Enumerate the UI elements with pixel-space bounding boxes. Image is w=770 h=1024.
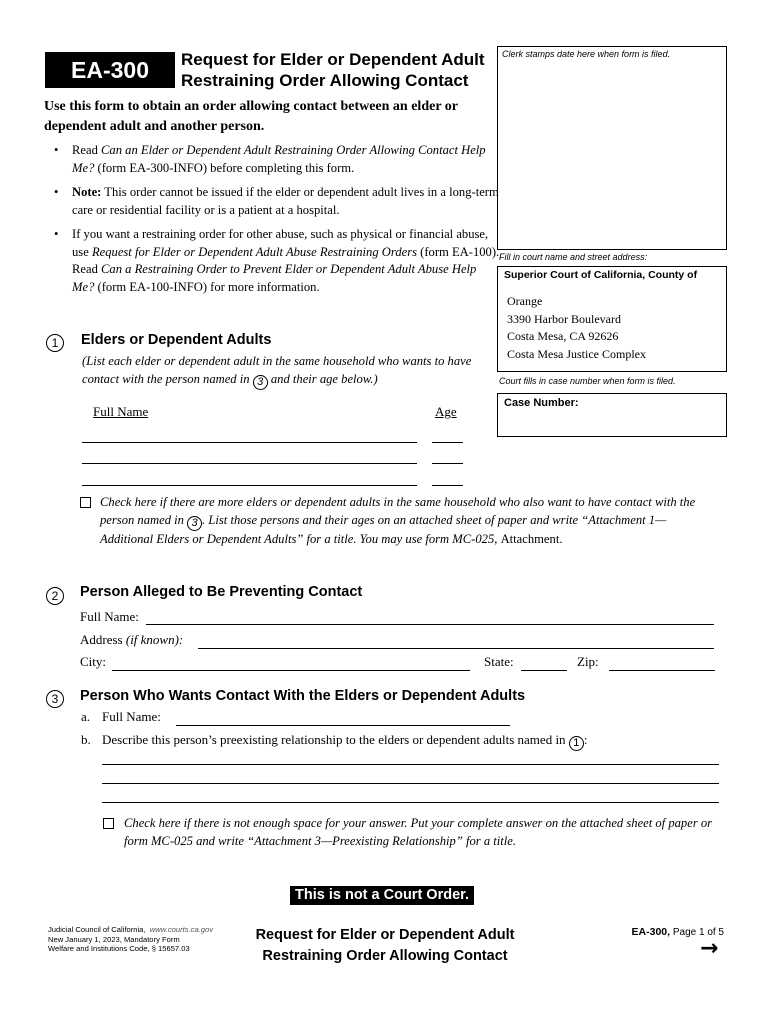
full-name-field[interactable]: [146, 624, 714, 625]
intro-text: Use this form to obtain an order allowing contact between an elder or dependent adult and another person.: [44, 99, 458, 134]
case-number-label: Case Number:: [504, 397, 579, 409]
contact-full-name-field[interactable]: [176, 725, 510, 726]
zip-label: Zip:: [577, 654, 599, 669]
bullet-icon: •: [54, 227, 59, 241]
section-1-title: Elders or Dependent Adults: [81, 332, 272, 348]
website-link[interactable]: www.courts.ca.gov: [149, 925, 214, 934]
relationship-label-text: :: [583, 732, 588, 747]
bullet-text: (form EA-100). Read: [72, 244, 500, 276]
bullet-text: This order cannot be issued if the elder or dependent adult lives in a long-term care or residential facility or is a patient at a hospital.: [72, 185, 499, 217]
item-b-letter: b.: [81, 732, 91, 747]
address-label-text: Address: [80, 632, 126, 647]
ref-number-1: 1: [569, 736, 584, 751]
footer-council-line: [48, 925, 213, 935]
revised-date: New January 1, 2023, Mandatory Form: [48, 934, 180, 944]
bullet-italic: Can an Elder or Dependent Adult Restraining Order Allowing Contact Help Me?: [72, 143, 486, 175]
bullet-italic: Request for Elder or Dependent Adult Abuse Restraining Orders: [91, 244, 418, 259]
bullet-text: (form EA-100-INFO) for more information.: [94, 279, 320, 294]
court-branch: Costa Mesa Justice Complex: [507, 346, 646, 361]
case-number-note: Court fills in case number when form is filed.: [499, 376, 676, 386]
bullet-italic: Can a Restraining Order to Prevent Elder or Dependent Adult Abuse Help Me?: [72, 262, 477, 294]
relationship-field[interactable]: [102, 764, 719, 765]
address-label: [80, 632, 183, 648]
item-a-letter: a.: [81, 709, 91, 724]
col-full-name-header: Full Name: [93, 404, 149, 419]
bullet-item: [52, 184, 500, 219]
court-address: [507, 293, 646, 363]
footer-title-line2: Restraining Order Allowing Contact: [262, 948, 508, 964]
bullet-item: [52, 142, 500, 177]
address-hint: (if known):: [125, 632, 184, 647]
form-title: [181, 49, 485, 91]
bullet-icon: •: [54, 185, 59, 199]
not-court-order-banner: This is not a Court Order.: [290, 886, 474, 905]
court-fill-note: Fill in court name and street address:: [499, 252, 648, 262]
footer-title: [232, 925, 538, 967]
relationship-label-text: Describe this person’s preexisting relationship to the elders or dependent adults named in: [102, 732, 566, 747]
section-3-number: 3: [46, 690, 64, 708]
section-2-title: Person Alleged to Be Preventing Contact: [80, 584, 363, 600]
clerk-stamp-note: Clerk stamps date here when form is filed.: [502, 49, 671, 59]
elder-name-field[interactable]: [82, 442, 417, 443]
ref-number-3: 3: [253, 375, 268, 390]
city-field[interactable]: [112, 670, 470, 671]
form-id-badge: EA-300: [45, 52, 175, 88]
relationship-field[interactable]: [102, 783, 719, 784]
city-label: City:: [80, 654, 107, 669]
court-county: Orange: [507, 294, 543, 308]
more-elders-text: [100, 494, 700, 548]
elder-age-field[interactable]: [432, 442, 463, 443]
court-street: 3390 Harbor Boulevard: [507, 311, 621, 326]
col-age-header: Age: [435, 404, 457, 419]
section-1-instruction: [82, 353, 482, 390]
relationship-field[interactable]: [102, 802, 719, 803]
statute-code: Welfare and Institutions Code, § 15657.03: [48, 944, 190, 953]
address-field[interactable]: [198, 648, 714, 649]
case-number-box[interactable]: [497, 393, 727, 437]
council-name: Judicial Council of California,: [48, 925, 146, 934]
elder-age-field[interactable]: [432, 463, 463, 464]
full-name-label: Full Name:: [80, 609, 139, 624]
bullet-text: Read: [72, 143, 102, 157]
footer-title-line1: Request for Elder or Dependent Adult: [255, 927, 515, 943]
form-title-line1: Request for Elder or Dependent Adult: [181, 50, 485, 69]
footer-form-id: EA-300,: [631, 926, 671, 938]
check-text: . List those persons and their ages on an attached sheet of paper and write “Attachment 1—Additional Elders or Dependent Adults” for a title. You may use form MC-025,: [100, 512, 667, 546]
next-page-arrow-icon[interactable]: →: [700, 936, 719, 961]
elder-name-field[interactable]: [82, 485, 417, 486]
bullet-item: [52, 226, 500, 296]
ref-number-3: 3: [187, 516, 202, 531]
bullet-text: If you want a restraining order for other abuse, such as physical or financial abuse, use: [72, 227, 489, 259]
contact-full-name-label: Full Name:: [102, 709, 161, 724]
section-2-number: 2: [46, 587, 64, 605]
more-space-text: Check here if there is not enough space for your answer. Put your complete answer on the attached sheet of paper or form MC-025 and write “Attachment 3—Preexisting Relationship” for a title.: [124, 816, 713, 848]
state-label: State:: [484, 654, 514, 669]
section-3-title: Person Who Wants Contact With the Elders or Dependent Adults: [80, 688, 526, 704]
instruction-bullets: [52, 142, 500, 303]
instruction-text: and their age below.): [270, 371, 378, 386]
check-text: Attachment.: [500, 531, 563, 546]
footer-citation: [48, 925, 213, 954]
elder-name-field[interactable]: [82, 463, 417, 464]
more-space-checkbox[interactable]: [103, 818, 114, 829]
court-name-box[interactable]: [497, 266, 727, 372]
relationship-label: [102, 732, 587, 751]
court-heading: Superior Court of California, County of: [504, 269, 698, 281]
bullet-icon: •: [54, 143, 59, 157]
court-city: Costa Mesa, CA 92626: [507, 329, 619, 343]
clerk-stamp-box: [497, 46, 727, 250]
state-field[interactable]: [521, 670, 567, 671]
check-text: Check here if there are more elders or dependent adults in the same household who also want to have contact with the person named in: [100, 495, 696, 527]
zip-field[interactable]: [609, 670, 715, 671]
elder-age-field[interactable]: [432, 485, 463, 486]
form-title-line2: Restraining Order Allowing Contact: [181, 71, 469, 90]
page-number: Page 1 of 5: [672, 927, 724, 938]
note-label: Note:: [72, 185, 102, 199]
bullet-text: (form EA-300-INFO) before completing this form.: [94, 160, 355, 175]
more-elders-checkbox[interactable]: [80, 497, 91, 508]
section-1-number: 1: [46, 334, 64, 352]
instruction-text: (List each elder or dependent adult in the same household who wants to have contact with the person named in: [82, 354, 472, 386]
